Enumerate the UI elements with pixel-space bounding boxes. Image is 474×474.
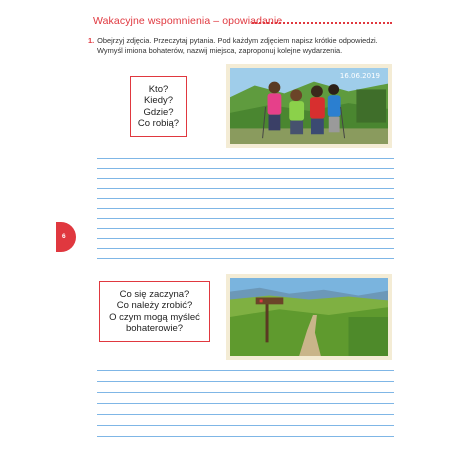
writing-line — [97, 228, 394, 229]
question-box-1 — [130, 76, 187, 137]
writing-line — [97, 370, 394, 371]
question: Kiedy? — [143, 95, 174, 107]
page-title: Wakacyjne wspomnienia – opowiadanie — [93, 15, 283, 27]
writing-line — [97, 168, 394, 169]
writing-line — [97, 248, 394, 249]
writing-line — [97, 414, 394, 415]
question: Co należy zrobić? — [116, 300, 193, 312]
title-dotted-line — [252, 22, 392, 24]
question: Co robią? — [137, 117, 180, 129]
question: Kto? — [148, 84, 169, 96]
page-number-tab — [56, 222, 76, 252]
writing-line — [97, 178, 394, 179]
writing-line — [97, 198, 394, 199]
writing-line — [97, 403, 394, 404]
task-instruction-line-1 — [88, 36, 378, 45]
question: O czym mogą myśleć — [109, 311, 200, 323]
writing-line — [97, 158, 394, 159]
question: bohaterowie? — [125, 322, 184, 334]
writing-line — [97, 425, 394, 426]
task-text-1: Obejrzyj zdjęcia. Przeczytaj pytania. Pod każdym zdjęciem napisz krótkie odpowiedzi. — [97, 36, 378, 45]
writing-line — [97, 381, 394, 382]
writing-line — [97, 436, 394, 437]
question: Co się zaczyna? — [119, 289, 190, 301]
writing-line — [97, 188, 394, 189]
writing-line — [97, 208, 394, 209]
photo-date-stamp: 16.06.2019 — [339, 72, 380, 80]
question-box-2 — [99, 281, 210, 342]
page-number: 6 — [62, 233, 66, 240]
writing-line — [97, 238, 394, 239]
task-instruction-line-2: Wymyśl imiona bohaterów, nazwij miejsca, zaproponuj kolejne wydarzenia. — [97, 46, 343, 55]
hikers-photo — [226, 64, 392, 148]
question: Gdzie? — [143, 106, 174, 118]
writing-line — [97, 392, 394, 393]
writing-line — [97, 258, 394, 259]
trail-photo — [226, 274, 392, 360]
task-number: 1. — [88, 36, 95, 45]
writing-line — [97, 218, 394, 219]
